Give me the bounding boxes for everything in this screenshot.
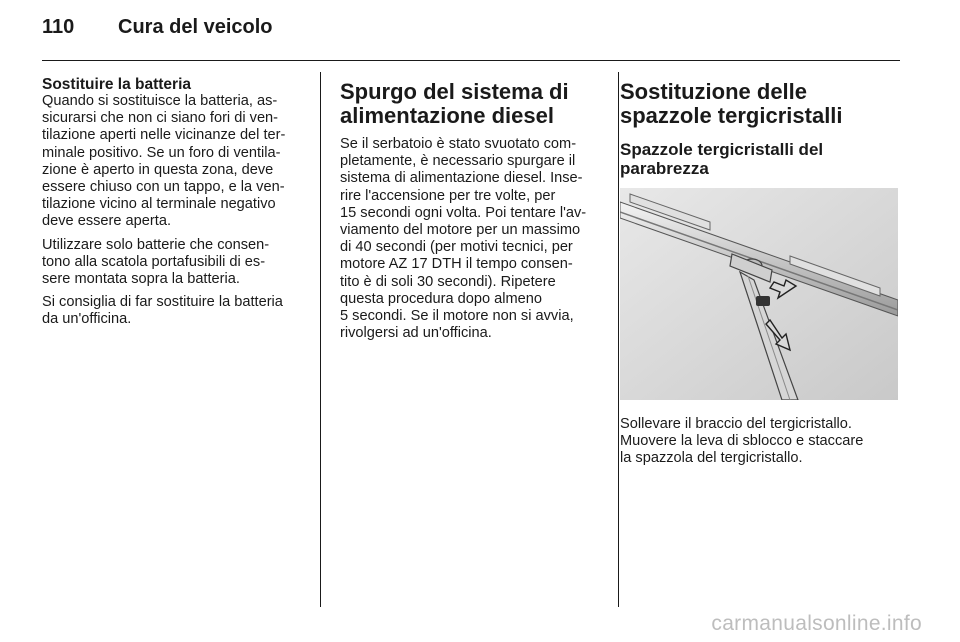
column-wipers [620, 80, 902, 474]
paragraph: Si consiglia di far sostituire la batteria da un'officina. [42, 294, 283, 328]
column-diesel [340, 80, 602, 348]
section-heading-diesel: Spurgo del sistema di alimentazione diesel [340, 79, 569, 128]
paragraph: Utilizzare solo batterie che consen- tono alla scatola portafusibili di es- sere montata sopra la batteria. [42, 236, 270, 288]
page-header [42, 16, 273, 50]
column-divider-2 [618, 72, 619, 607]
page-number: 110 [42, 16, 75, 38]
subsection-heading-windshield-wipers: Spazzole tergicristalli del parabrezza [620, 140, 824, 178]
section-heading-wipers: Sostituzione delle spazzole tergicristalli [620, 79, 843, 128]
header-rule [42, 60, 900, 61]
column-divider-1 [320, 72, 321, 607]
paragraph: Quando si sostituisce la batteria, as- sicurarsi che non ci siano fori di ven- tilazione aperti nelle vicinanze del ter- minale positivo. Se un foro di ventila- zione è aperto in questa zona, deve essere chiuso con un tappo, e la ven- tilazione vicino al terminale negativo deve essere aperta. [42, 93, 286, 230]
wiper-blade-image [620, 188, 898, 400]
section-heading-battery: Sostituire la batteria [42, 76, 192, 93]
page-title: Cura del veicolo [118, 16, 273, 38]
paragraph: Se il serbatoio è stato svuotato com- pletamente, è necessario spurgare il sistema di alimentazione diesel. Inse- rire l'accensione per tre volte, per 15 secondi ogni volta. Poi tentare l'av- viamento del motore per un massimo di 40 secondi (per motivi tecnici, per motore AZ 17 DTH il tempo consen- tito è di soli 30 secondi). Ripetere questa procedura dopo almeno 5 secondi. Se il motore non si avvia, rivolgersi ad un'officina. [340, 136, 587, 342]
wiper-illustration [620, 188, 898, 400]
paragraph: Sollevare il braccio del tergicristallo. Muovere la leva di sblocco e staccare la spazzola del tergicristallo. [620, 416, 864, 467]
column-battery [42, 76, 310, 335]
watermark-text: carmanualsonline.info [711, 612, 922, 635]
